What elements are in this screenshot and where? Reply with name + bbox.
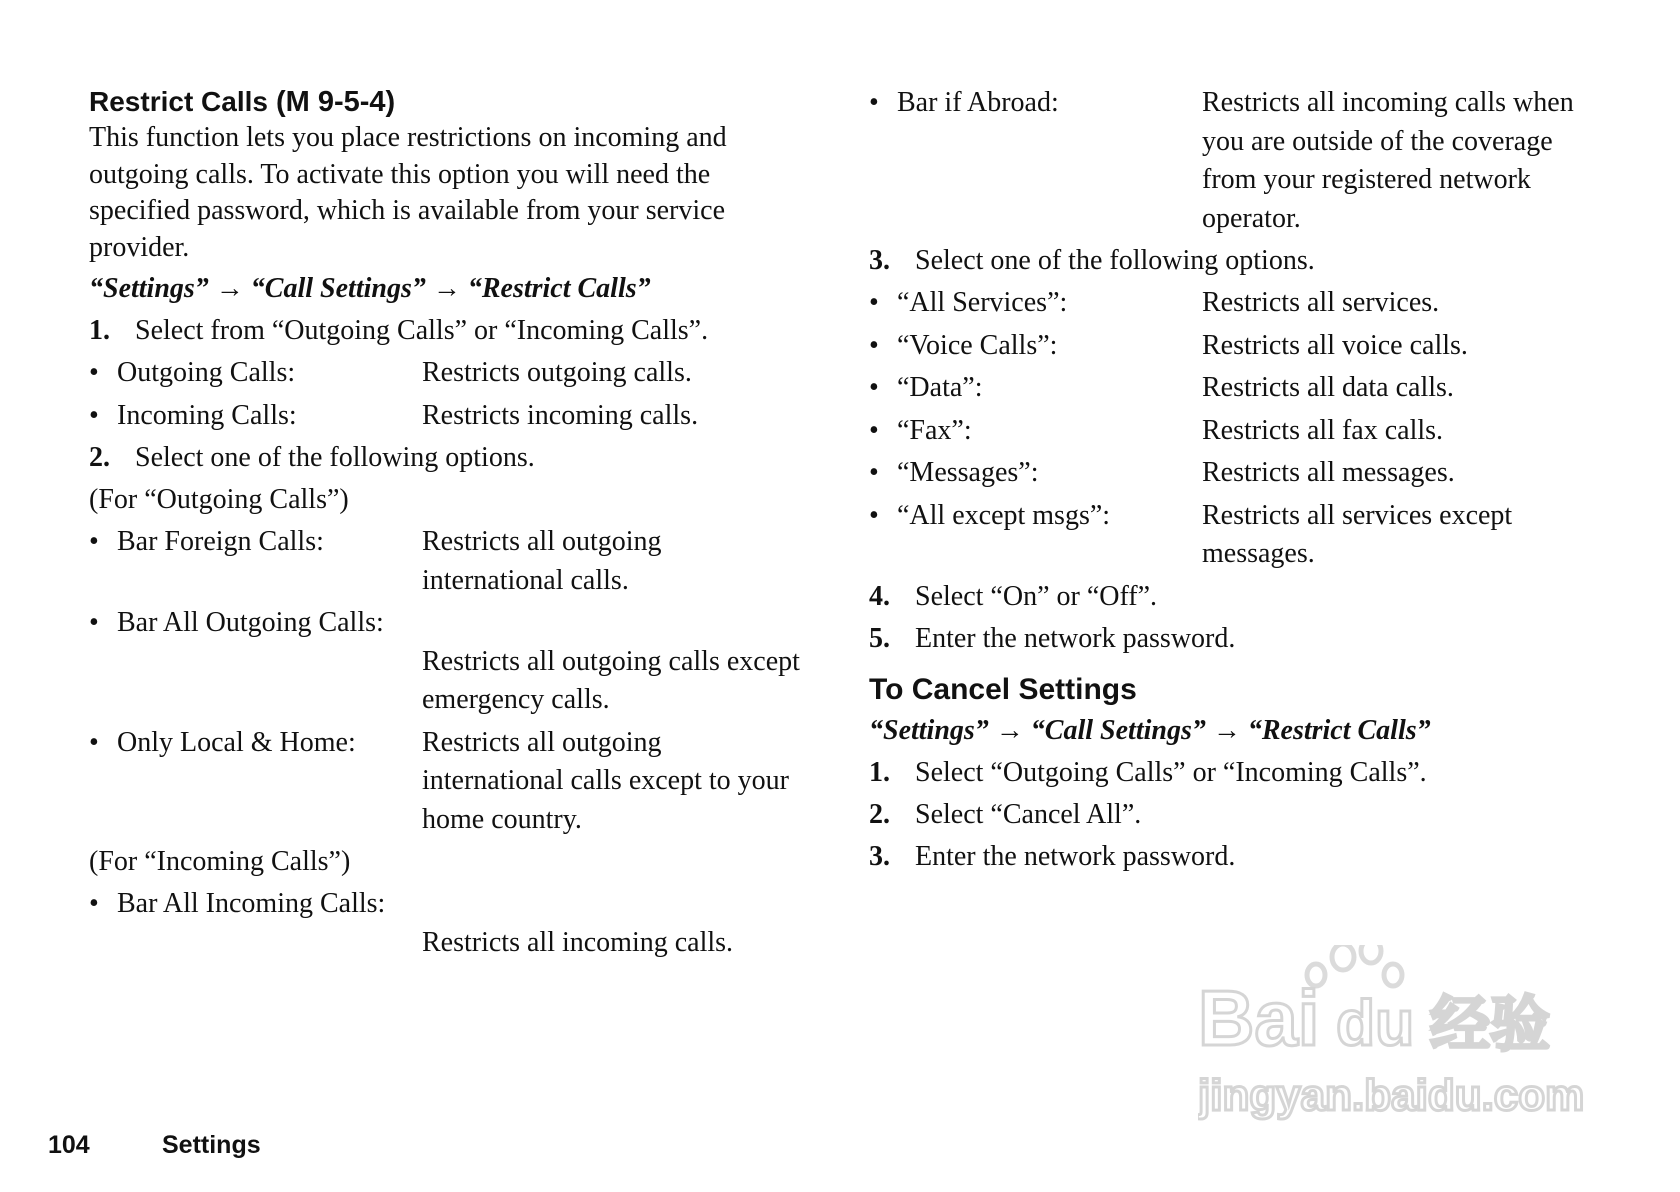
item-desc: Restricts all incoming calls when you are outside of the coverage from your registered network operator. [1202, 87, 1574, 234]
item-label: “All except msgs”: [897, 499, 1111, 531]
step-number: 1. [869, 756, 890, 788]
step-text: Select “Outgoing Calls” or “Incoming Calls”. [915, 756, 1427, 788]
svg-text:du: du [1336, 987, 1415, 1059]
item-label: “Voice Calls”: [897, 329, 1058, 361]
step-5 [869, 620, 1589, 658]
item-desc: Restricts all services except messages. [1202, 499, 1513, 569]
item-label: Bar if Abroad: [897, 87, 1059, 118]
page-footer [48, 1130, 261, 1160]
list-item [869, 84, 1589, 238]
item-label: Bar All Outgoing Calls: [117, 607, 384, 638]
step-text: Enter the network password. [915, 840, 1236, 872]
item-desc: Restricts all voice calls. [1202, 329, 1468, 361]
item-desc: Restricts all fax calls. [1202, 414, 1444, 446]
bullet: • [89, 888, 99, 919]
item-desc: Restricts all incoming calls. [422, 926, 734, 958]
step-text: Select one of the following options. [135, 442, 535, 473]
bullet: • [89, 526, 99, 557]
bullet: • [869, 372, 879, 403]
step-text: Select “Cancel All”. [915, 798, 1142, 830]
list-item [89, 604, 809, 720]
cancel-step-2 [869, 796, 1589, 834]
list-item [89, 397, 809, 436]
svg-text:jingyan.baidu.com: jingyan.baidu.com [1198, 1071, 1585, 1120]
svg-text:经验: 经验 [1430, 991, 1550, 1058]
bullet: • [869, 457, 879, 488]
item-desc: Restricts all data calls. [1202, 372, 1454, 403]
cancel-menu-path: “Settings” → “Call Settings” → “Restrict Calls” [869, 714, 1431, 746]
bullet: • [869, 87, 879, 118]
list-item [869, 369, 1589, 408]
item-label: Bar Foreign Calls: [117, 526, 324, 557]
svg-text:Bai: Bai [1198, 974, 1320, 1062]
step-text: Select one of the following options. [915, 245, 1315, 276]
step-3 [869, 242, 1589, 280]
item-label: Outgoing Calls: [117, 357, 296, 388]
list-item [869, 327, 1589, 366]
step-text: Select from “Outgoing Calls” or “Incoming Calls”. [135, 315, 709, 346]
cancel-step-1 [869, 754, 1589, 792]
item-label: “Data”: [897, 372, 983, 403]
cancel-step-3 [869, 838, 1589, 876]
footer-section: Settings [162, 1131, 261, 1159]
item-label: Bar All Incoming Calls: [117, 888, 386, 919]
item-desc: Restricts incoming calls. [422, 399, 699, 431]
item-label: Only Local & Home: [117, 726, 356, 758]
item-label: Incoming Calls: [117, 399, 297, 431]
step-1 [89, 312, 809, 350]
step-number: 1. [89, 315, 110, 346]
step-number: 2. [869, 798, 890, 830]
step-number: 3. [869, 245, 890, 276]
menu-path: “Settings” → “Call Settings” → “Restrict Calls” [89, 273, 651, 304]
item-label: “Messages”: [897, 457, 1039, 488]
left-column [89, 84, 809, 966]
bullet: • [89, 726, 99, 758]
list-item [89, 354, 809, 393]
list-item [869, 284, 1589, 323]
bullet: • [869, 287, 879, 318]
list-item [869, 454, 1589, 493]
step-number: 5. [869, 622, 890, 654]
incoming-note: (For “Incoming Calls”) [89, 846, 351, 877]
page-number: 104 [48, 1131, 90, 1159]
item-desc: Restricts all outgoing international calls. [422, 526, 662, 596]
list-item [89, 885, 809, 962]
item-desc: Restricts all outgoing international calls except to your home country. [422, 726, 789, 835]
step-text: Select “On” or “Off”. [915, 580, 1158, 612]
step-number: 4. [869, 580, 890, 612]
heading-title: Restrict Calls [89, 86, 268, 117]
bullet: • [89, 357, 99, 388]
step-text: Enter the network password. [915, 622, 1236, 654]
item-desc: Restricts outgoing calls. [422, 357, 692, 388]
step-number: 2. [89, 442, 110, 473]
item-desc: Restricts all messages. [1202, 457, 1455, 488]
bullet: • [89, 399, 99, 431]
list-item [89, 523, 809, 600]
bullet: • [869, 329, 879, 361]
list-item [89, 724, 809, 840]
item-label: “All Services”: [897, 287, 1068, 318]
list-item [869, 497, 1589, 574]
baidu-watermark-logo [1198, 945, 1608, 1145]
item-label: “Fax”: [897, 414, 972, 446]
bullet: • [869, 414, 879, 446]
list-item [869, 412, 1589, 451]
step-number: 3. [869, 840, 890, 872]
step-4 [869, 578, 1589, 616]
section-heading [89, 84, 809, 120]
outgoing-note: (For “Outgoing Calls”) [89, 484, 349, 515]
intro-paragraph: This function lets you place restrictions on incoming and outgoing calls. To activate this option you will need the specified password, which is available from your service provider. [89, 122, 727, 263]
item-desc: Restricts all outgoing calls except emergency calls. [422, 645, 800, 715]
right-column [869, 84, 1589, 880]
bullet: • [89, 607, 99, 638]
bullet: • [869, 499, 879, 531]
menu-code: (M 9-5-4) [275, 86, 396, 118]
item-desc: Restricts all services. [1202, 287, 1440, 318]
step-2 [89, 439, 809, 477]
cancel-heading: To Cancel Settings [869, 672, 1137, 706]
